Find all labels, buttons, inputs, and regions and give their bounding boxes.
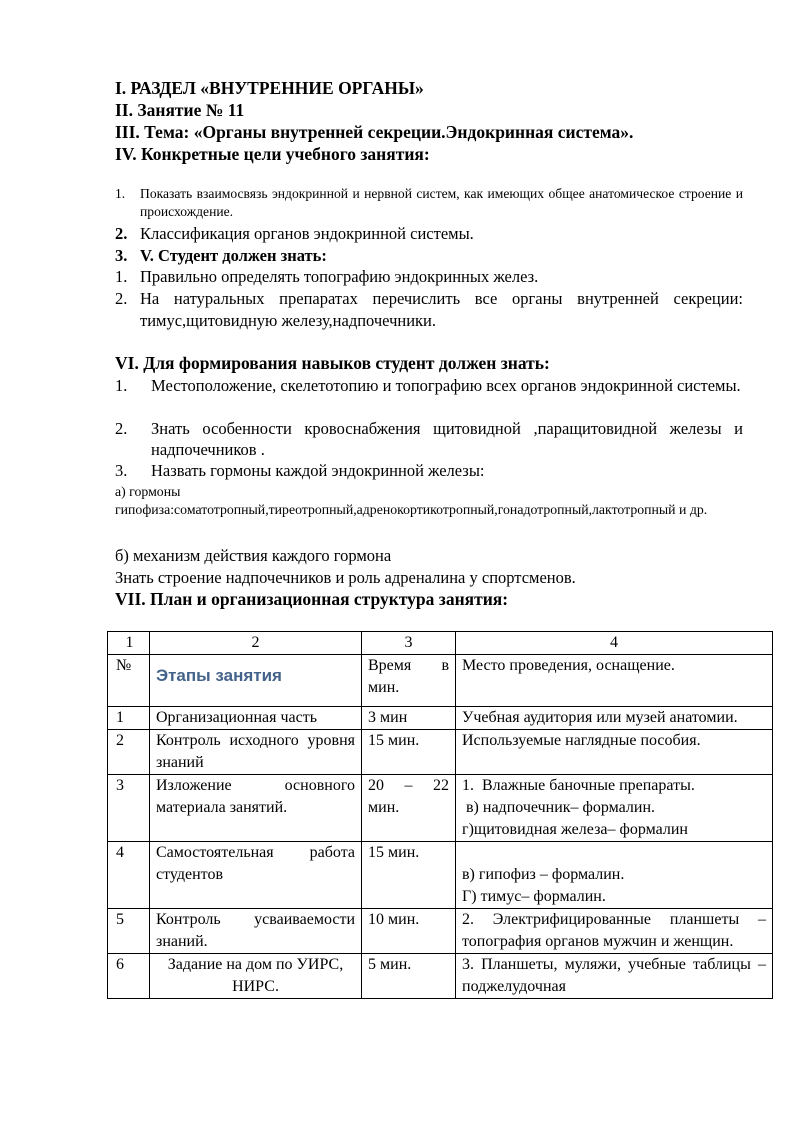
row-place: 2. Электрифицированные планшеты – топография органов мужчин и женщин. <box>456 909 773 954</box>
row-stage: Контроль исходного уровня знаний <box>150 730 362 775</box>
row-time: 15 мин. <box>362 842 456 909</box>
section-heading: I. РАЗДЕЛ «ВНУТРЕННИЕ ОРГАНЫ» <box>115 78 424 98</box>
goal-text: Классификация органов эндокринной системы. <box>140 224 474 243</box>
hormones-a-label: а) гормоны <box>115 484 181 499</box>
adrenal-note: Знать строение надпочечников и роль адреналина у спортсменов. <box>115 568 576 587</box>
header-stage-cell <box>150 655 362 707</box>
know-heading: V. Студент должен знать: <box>140 246 327 265</box>
row-num: 3 <box>108 775 150 842</box>
row-stage: Изложение основного материала занятий. <box>150 775 362 842</box>
header-num: № <box>108 655 150 707</box>
row-stage: Самостоятельная работа студентов <box>150 842 362 909</box>
row-num: 4 <box>108 842 150 909</box>
goal-item <box>115 185 743 221</box>
table-row <box>108 775 773 842</box>
goal-number: 3. <box>115 246 128 265</box>
row-num: 6 <box>108 954 150 999</box>
header-stage: Этапы занятия <box>156 666 282 685</box>
know-number: 1. <box>115 267 128 286</box>
header-time-text: Время в мин. <box>368 657 449 696</box>
skill-item <box>115 418 743 460</box>
row-stage: Задание на дом по УИРС, НИРС. <box>150 954 362 999</box>
topic-heading: III. Тема: «Органы внутренней секреции.Эндокринная система». <box>115 122 634 142</box>
table-row <box>108 954 773 999</box>
skill-number: 1. <box>115 376 128 395</box>
table-column-numbers-row <box>108 632 773 655</box>
table-row <box>108 909 773 954</box>
row-num: 2 <box>108 730 150 775</box>
row-place: Учебная аудитория или музей анатомии. <box>456 707 773 730</box>
know-text: На натуральных препаратах перечислить все органы внутренней секреции: тимус,щитовидную железу,надпочечники. <box>140 289 743 330</box>
know-item <box>115 266 743 288</box>
row-place: Используемые наглядные пособия. <box>456 730 773 775</box>
place-line: в) надпочечник– формалин. <box>462 799 656 816</box>
table-header-row <box>108 655 773 707</box>
header-time <box>362 655 456 707</box>
goal-item <box>115 223 743 245</box>
hormones-a-text: гипофиза:соматотропный,тиреотропный,адренокортикотропный,гонадотропный,лактотропный и др. <box>115 502 708 517</box>
hormones-b: б) механизм действия каждого гормона <box>115 546 392 565</box>
skill-number: 3. <box>115 461 128 480</box>
row-time: 20 – 22 мин. <box>362 775 456 842</box>
skills-heading: VI. Для формирования навыков студент должен знать: <box>115 353 550 373</box>
row-place: 3. Планшеты, муляжи, учебные таблицы –поджелудочная <box>456 954 773 999</box>
row-num: 5 <box>108 909 150 954</box>
table-row <box>108 842 773 909</box>
column-number: 1 <box>108 632 150 655</box>
place-line: Г) тимус– формалин. <box>462 888 606 905</box>
row-time: 5 мин. <box>362 954 456 999</box>
goal-item <box>115 245 743 267</box>
goal-number: 2. <box>115 224 128 243</box>
row-time: 3 мин <box>362 707 456 730</box>
lesson-heading: II. Занятие № 11 <box>115 100 245 120</box>
place-line: в) гипофиз – формалин. <box>462 866 625 883</box>
know-item <box>115 288 743 332</box>
goal-number: 1. <box>115 186 126 201</box>
goals-heading: IV. Конкретные цели учебного занятия: <box>115 144 430 164</box>
column-number: 3 <box>362 632 456 655</box>
know-number: 2. <box>115 289 128 308</box>
header-place: Место проведения, оснащение. <box>456 655 773 707</box>
row-num: 1 <box>108 707 150 730</box>
row-time: 15 мин. <box>362 730 456 775</box>
skill-text: Местоположение, скелетотопию и топографию всех органов эндокринной системы. <box>151 376 741 395</box>
table-row <box>108 730 773 775</box>
plan-table <box>107 631 773 999</box>
column-number: 4 <box>456 632 773 655</box>
row-time: 10 мин. <box>362 909 456 954</box>
skill-number: 2. <box>115 419 128 438</box>
plan-heading: VII. План и организационная структура занятия: <box>115 589 509 609</box>
place-line <box>462 842 766 864</box>
place-line: г)щитовидная железа– формалин <box>462 821 688 838</box>
skill-text: Назвать гормоны каждой эндокринной железы: <box>151 461 485 480</box>
goal-text: Показать взаимосвязь эндокринной и нервной систем, как имеющих общее анатомическое строение и происхождение. <box>140 186 743 219</box>
skill-text: Знать особенности кровоснабжения щитовидной ,паращитовидной железы и надпочечников . <box>151 419 743 459</box>
skill-item <box>115 375 743 396</box>
row-stage: Контроль усваиваемости знаний. <box>150 909 362 954</box>
know-text: Правильно определять топографию эндокринных желез. <box>140 267 539 286</box>
skill-item <box>115 460 743 481</box>
table-row <box>108 707 773 730</box>
row-stage: Организационная часть <box>150 707 362 730</box>
row-place <box>456 775 773 842</box>
row-place <box>456 842 773 909</box>
column-number: 2 <box>150 632 362 655</box>
place-line: 1. Влажные баночные препараты. <box>462 777 695 794</box>
